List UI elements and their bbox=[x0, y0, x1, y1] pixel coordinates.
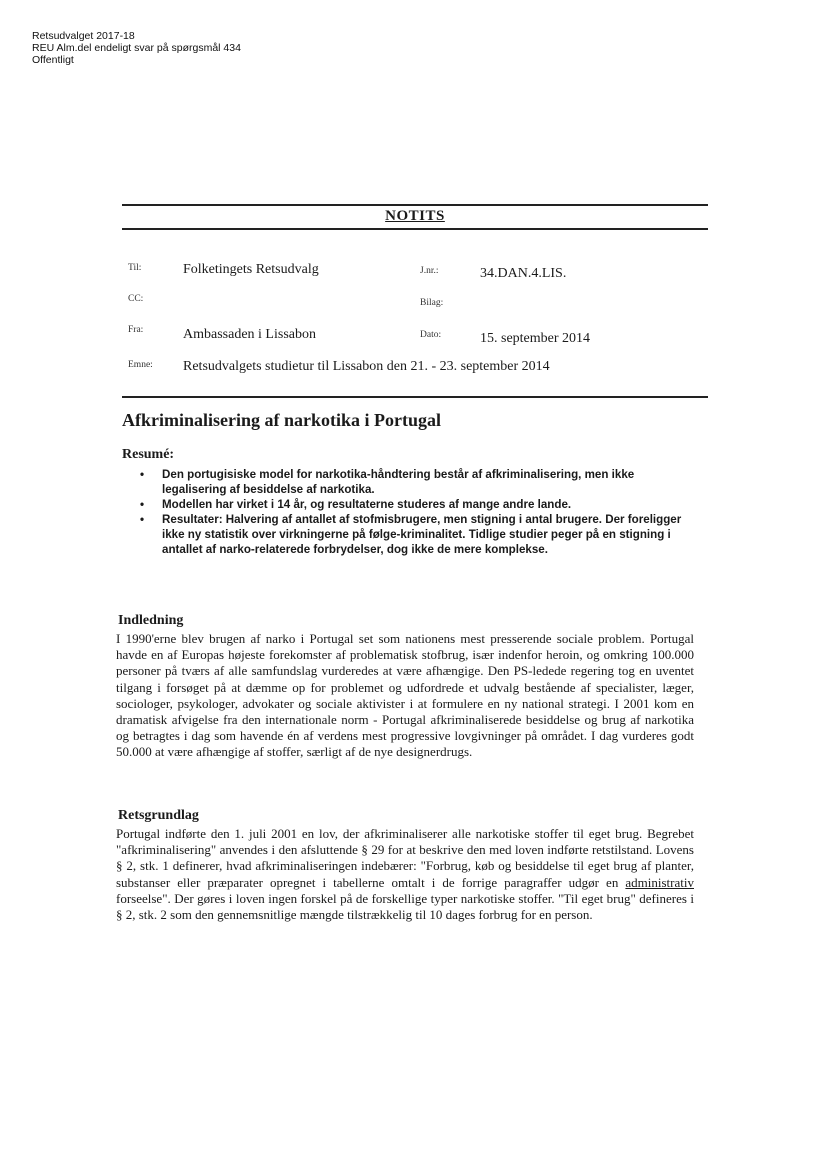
jnr-label: J.nr.: bbox=[420, 266, 439, 276]
legal-text-underlined: administrativ bbox=[625, 874, 694, 890]
emne-value: Retsudvalgets studietur til Lissabon den 21. - 23. september 2014 bbox=[183, 359, 550, 374]
from-value: Ambassaden i Lissabon bbox=[183, 327, 316, 342]
to-label: Til: bbox=[128, 263, 142, 273]
legal-section-title: Retsgrundlag bbox=[118, 808, 199, 823]
bilag-label: Bilag: bbox=[420, 298, 444, 308]
legal-text-part: Portugal indførte den 1. juli 2001 en lov, der afkriminaliserer alle narkotiske stoffer til eget brug. Begrebet "afkriminalisering" anvendes i den afsluttende § 29 for at beskrive den med loven indførte retstilstand. Lovens § 2, stk. 1 definerer, hvad afkriminaliseringen indebærer: "Forbrug, køb og besiddelse til eget brug af planter, substanser eller præparater opregnet i tabellerne omtalt i de forrige paragraffer udgør en bbox=[116, 826, 694, 890]
to-value: Folketingets Retsudvalg bbox=[183, 262, 319, 277]
meta-rule bbox=[122, 396, 708, 398]
emne-label: Emne: bbox=[128, 360, 153, 370]
dato-value: 15. september 2014 bbox=[480, 331, 591, 346]
top-rule bbox=[122, 204, 708, 206]
resume-bullet: • Resultater: Halvering af antallet af stofmisbrugere, men stigning i antal brugere. Der foreligger ikke ny statistik over virkningerne på følge-kriminalitet. Tidlige studier peger på en stigning i antallet af narko-relaterede forbrydelser, dog ikke de mere komplekse. bbox=[140, 512, 700, 557]
page-title: NOTITS bbox=[385, 208, 445, 224]
dato-label: Dato: bbox=[420, 330, 442, 340]
title-rule bbox=[122, 228, 708, 230]
stamp-line-reference: REU Alm.del endeligt svar på spørgsmål 434 bbox=[32, 42, 241, 54]
stamp-line-committee: Retsudvalget 2017-18 bbox=[32, 30, 135, 42]
resume-bullet: • Modellen har virket i 14 år, og resultaterne studeres af mange andre lande. bbox=[140, 497, 700, 512]
from-label: Fra: bbox=[128, 325, 144, 335]
intro-paragraph: I 1990'erne blev brugen af narko i Portugal set som nationens mest presserende sociale problem. Portugal havde en af Europas højeste forekomster af problematisk stofbrug, især indenfor heroin, og omkring 100.000 personer på tværs af alle samfundslag vurderedes at være afhængige. Den PS-ledede regering tog en uventet tilgang i forsøget på at dæmme op for problemet og udfordrede et udvalg bestående af specialister, læger, sociologer, psykologer, advokater og sociale aktivister i at formulere en ny national strategi. I 2001 kom en dramatisk afvigelse fra den internationale norm - Portugal afkriminaliserede besiddelse og brug af narkotika og betragtes i dag som havende én af verdens mest progressive lovgivninger på området. I dag vurderes godt 50.000 at være afhængige af stoffer, særligt af de nye designerdrugs. bbox=[116, 631, 694, 760]
cc-label: CC: bbox=[128, 294, 144, 304]
jnr-value: 34.DAN.4.LIS. bbox=[480, 266, 567, 281]
document-stamp bbox=[32, 30, 241, 66]
resume-label: Resumé: bbox=[122, 447, 175, 462]
document-heading: Afkriminalisering af narkotika i Portugal bbox=[122, 410, 441, 430]
legal-paragraph bbox=[116, 826, 694, 923]
legal-text-part: forseelse". Der gøres i loven ingen forskel på de forskellige typer narkotiske stoffer. "Til eget brug" defineres i § 2, stk. 2 som den gennemsnitlige mængde tilstrækkelig til 10 dages forbrug for en person. bbox=[116, 890, 694, 923]
resume-bullet: • Den portugisiske model for narkotika-håndtering består af afkriminalisering, men ikke legalisering af besiddelse af narkotika. bbox=[140, 467, 700, 497]
stamp-line-status: Offentligt bbox=[32, 54, 74, 66]
resume-bullets bbox=[140, 467, 700, 557]
intro-section-title: Indledning bbox=[118, 613, 184, 628]
